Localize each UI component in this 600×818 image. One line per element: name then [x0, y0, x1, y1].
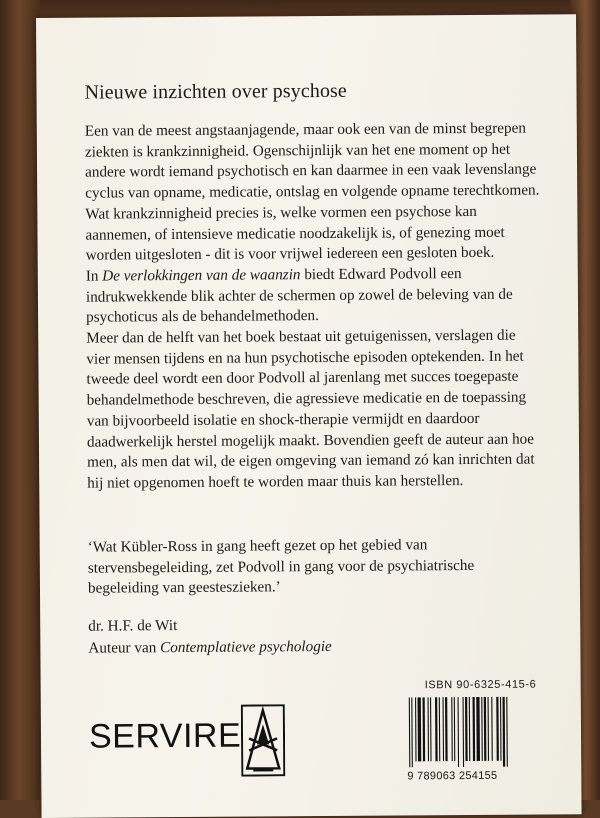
isbn-label: ISBN 90-6325-415-6: [425, 679, 537, 692]
publisher-name: SERVIRE: [89, 717, 241, 757]
barcode-bar: [443, 697, 445, 761]
barcode-bar: [496, 697, 499, 761]
barcode-bar: [439, 697, 441, 761]
blurb-paragraph-3-rest: biedt Edward Podvoll een indrukwekkende blik achter de schermen op zowel de beleving van de psychoticus als de behandelmethoden.: [86, 265, 513, 326]
blurb-paragraph-1: Een van de meest angstaanjagende, maar ook een van de minst begrepen ziekten is krankzinnigheid. Ogenschijnlijk van het ene moment op het andere wordt iemand psychotisch en kan daarmee in een vaak levenslange cyclus van opname, medicatie, ontslag en volgende opname terechtkomen.: [85, 118, 542, 204]
barcode-bar: [445, 697, 448, 761]
barcode-bar: [473, 697, 476, 761]
endorsement-signature: [88, 612, 544, 659]
barcode-bar: [484, 697, 487, 761]
barcode-bar: [430, 697, 432, 761]
barcode-bar: [418, 697, 422, 761]
barcode-bar: [415, 697, 417, 761]
barcode-bar: [458, 697, 460, 767]
barcode-bar: [469, 697, 471, 761]
endorsement-quote: ‘Wat Kübler-Ross in gang heeft gezet op het gebied van stervensbegeleiding, zet Podvoll in gang voor de psychiatrische begeleiding van geesteszieken.’: [88, 534, 544, 599]
barcode-bar: [500, 697, 502, 761]
servire-logo-icon: [241, 704, 286, 776]
endorser-role: [88, 634, 544, 659]
barcode-bar: [502, 697, 505, 767]
barcode-bar: [481, 697, 483, 761]
endorser-name: dr. H.F. de Wit: [88, 612, 544, 637]
blurb-paragraph-3: [86, 263, 542, 328]
blurb-paragraph-4: Meer dan de helft van het boek bestaat uit getuigenissen, verslagen die vier mensen tijdens en na hun psychotische episoden optekenden. In het tweede deel wordt een door Podvoll al jarenlang met succes toegepaste behandelmethode beschreven, die agressieve medicatie en de toepassing van bijvoorbeeld isolatie en shock-therapie vermijdt en daardoor daadwerkelijk herstel mogelijk maakt. Bovendien geeft de auteur aan hoe men, als men dat wil, de eigen omgeving van iemand zó kan inrichten dat hij niet opgenomen hoeft te worden maar thuis kan herstellen.: [86, 326, 543, 495]
barcode-bar: [435, 697, 438, 761]
barcode-bar: [409, 697, 411, 767]
blurb-text: [85, 118, 544, 494]
barcode-digits: 9 789063 254155: [407, 770, 497, 783]
barcode-bar: [488, 697, 490, 761]
barcode-bar: [411, 697, 413, 767]
barcode-bar: [423, 697, 426, 761]
book-back-cover: [36, 14, 582, 818]
barcode-bar: [476, 697, 480, 761]
barcode-bar: [428, 697, 430, 761]
barcode-bar: [454, 697, 456, 761]
blurb-paragraph-3-prefix: In: [86, 267, 103, 284]
back-cover-title: Nieuwe inzichten over psychose: [84, 80, 347, 105]
endorser-book-title: Contemplatieve psychologie: [160, 638, 332, 656]
barcode-icon: [407, 696, 551, 767]
barcode-bar: [463, 697, 465, 767]
blurb-paragraph-2: Wat krankzinnigheid precies is, welke vormen een psychose kan aannemen, of intensieve medicatie noodzakelijk is, of genezing moet worden uitgesloten - dit is voor vrijwel iedereen een gesloten boek.: [85, 201, 541, 266]
barcode-bar: [506, 697, 508, 767]
barcode-bar: [451, 697, 453, 761]
endorser-role-prefix: Auteur van: [88, 639, 160, 657]
blurb-book-title: De verlokkingen van de waanzin: [102, 266, 300, 284]
wooden-surface-left: [0, 0, 40, 800]
barcode-bar: [491, 697, 493, 761]
barcode-bar: [465, 697, 468, 761]
